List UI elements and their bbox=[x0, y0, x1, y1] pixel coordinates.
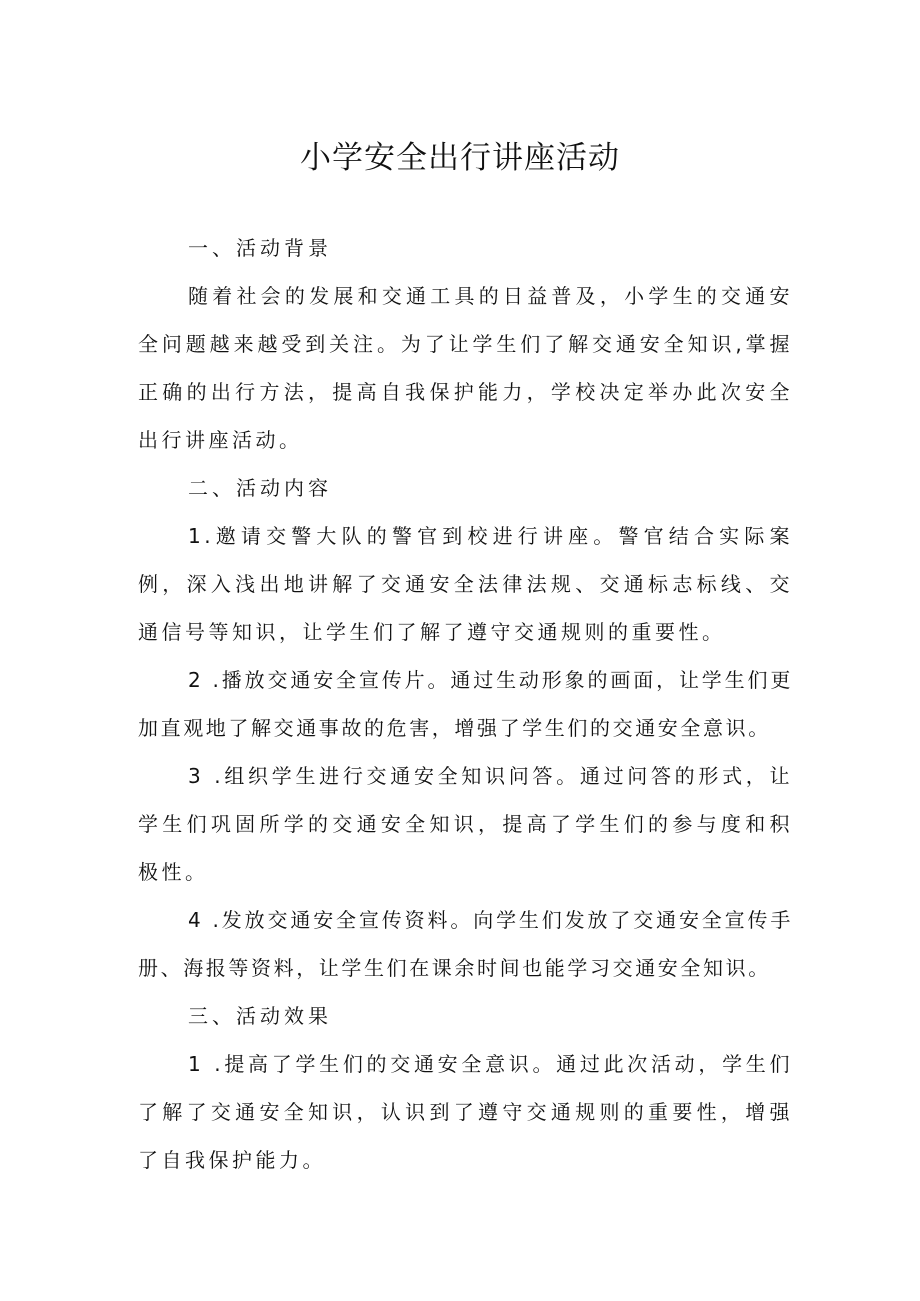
paragraph-content-3: 3 .组织学生进行交通安全知识问答。通过问答的形式，让学生们巩固所学的交通安全知识，提高了学生们的参与度和积极性。 bbox=[138, 764, 793, 884]
document-title: 小学安全出行讲座活动 bbox=[300, 140, 620, 176]
paragraph-effect-1: 1 .提高了学生们的交通安全意识。通过此次活动，学生们了解了交通安全知识，认识到了遵守交通规则的重要性，增强了自我保护能力。 bbox=[138, 1052, 793, 1172]
section-heading-effect: 三、活动效果 bbox=[188, 1004, 332, 1028]
section-heading-background: 一、活动背景 bbox=[188, 236, 332, 260]
paragraph-content-1: 1.邀请交警大队的警官到校进行讲座。警官结合实际案例，深入浅出地讲解了交通安全法律法规、交通标志标线、交通信号等知识，让学生们了解了遵守交通规则的重要性。 bbox=[138, 524, 793, 644]
paragraph-background: 随着社会的发展和交通工具的日益普及，小学生的交通安全问题越来越受到关注。为了让学生们了解交通安全知识,掌握正确的出行方法，提高自我保护能力，学校决定举办此次安全出行讲座活动。 bbox=[138, 284, 793, 452]
paragraph-content-2: 2 .播放交通安全宣传片。通过生动形象的画面，让学生们更加直观地了解交通事故的危害，增强了学生们的交通安全意识。 bbox=[138, 668, 793, 740]
section-heading-content: 二、活动内容 bbox=[188, 476, 332, 500]
paragraph-content-4: 4 .发放交通安全宣传资料。向学生们发放了交通安全宣传手册、海报等资料，让学生们在课余时间也能学习交通安全知识。 bbox=[138, 908, 793, 980]
document-body bbox=[138, 224, 793, 1184]
